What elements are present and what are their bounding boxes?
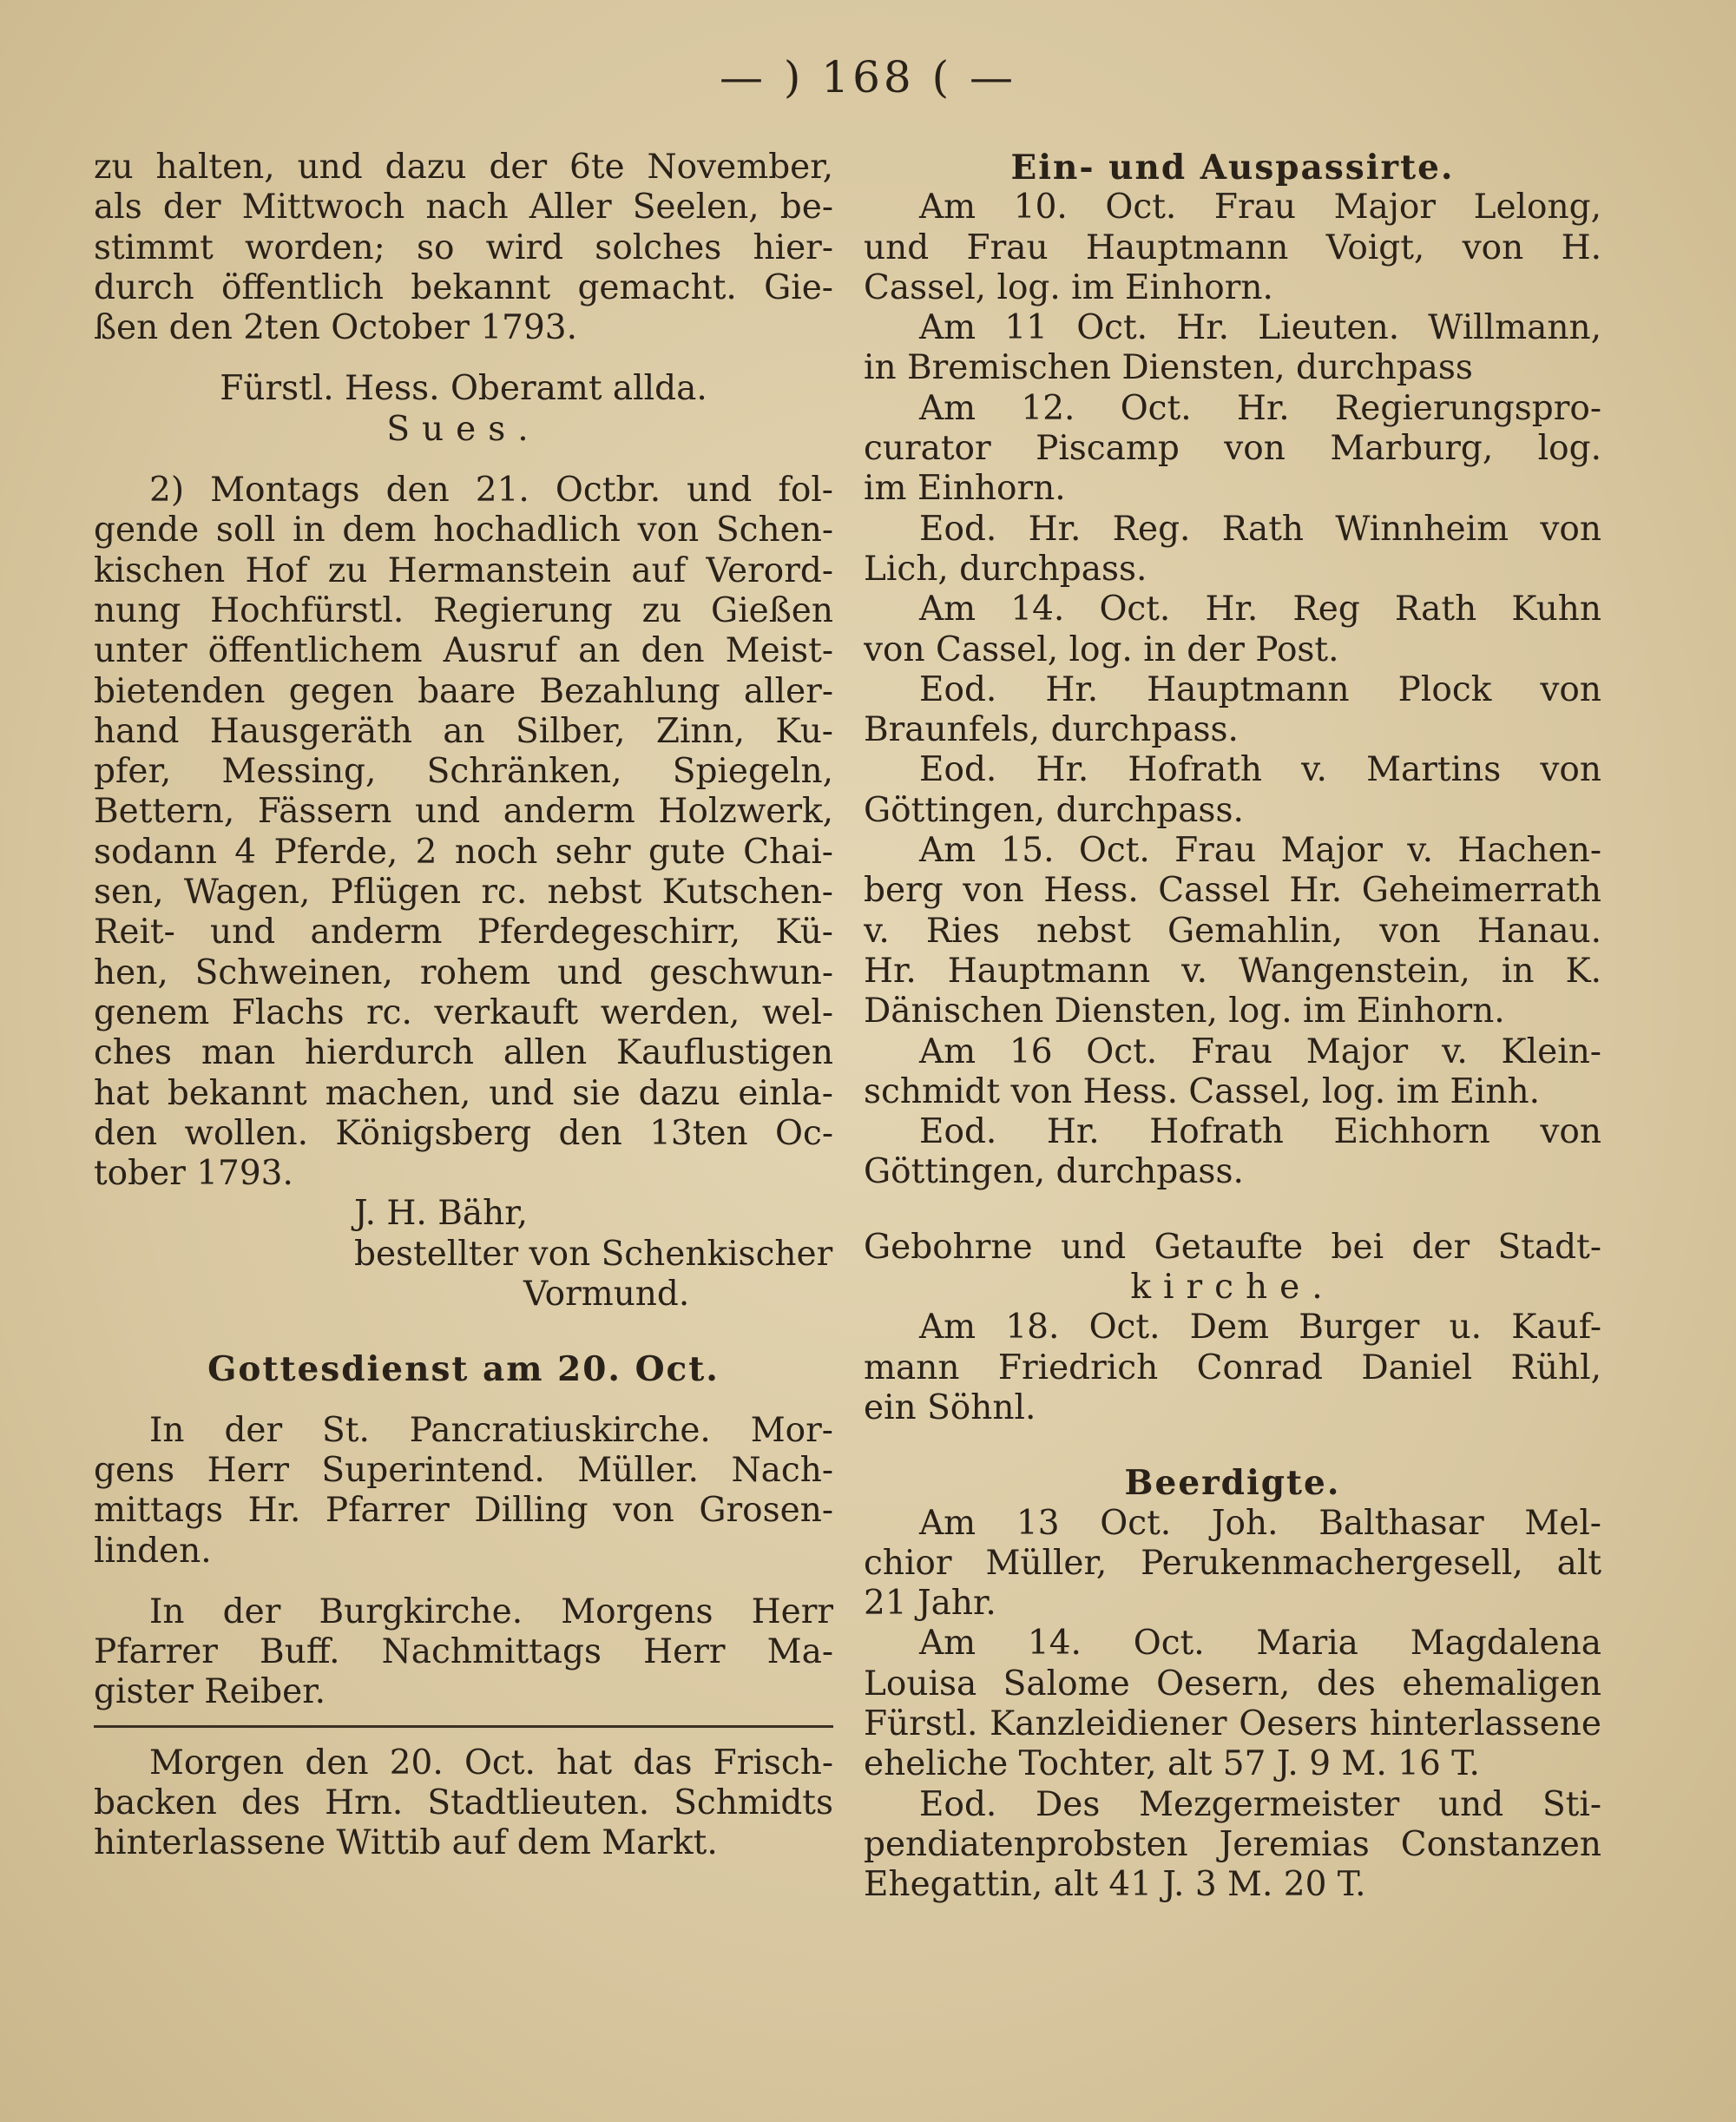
travellers-list [864,188,1601,1192]
text-line: Göttingen, durchpass. [864,790,1244,830]
text-line: Louisa Salome Oesern, des ehemaligen [864,1664,1601,1704]
text-line: pfer, Messing, Schränken, Spiegeln, [94,752,833,792]
text-line: sodann 4 Pferde, 2 noch sehr gute Chai- [94,832,833,872]
text-line: ßen den 2ten October 1793. [94,308,577,348]
signature-title: bestellter von Schenkischer [354,1234,833,1274]
text-line: v. Ries nebst Gemahlin, von Hanau. [864,911,1601,951]
text-line: mann Friedrich Conrad Daniel Rühl, [864,1348,1601,1387]
births-list [864,1308,1601,1428]
text-line: durch öffentlich bekannt gemacht. Gie- [94,267,833,307]
heading-gebohrne: Gebohrne und Getaufte bei der Stadt- [864,1227,1601,1267]
text-line: Reit- und anderm Pferdegeschirr, Kü- [94,913,833,952]
text-line: hat bekannt machen, und sie dazu einla- [94,1073,833,1113]
text-line: linden. [94,1531,212,1571]
text-line: curator Piscamp von Marburg, log. [864,429,1601,469]
text-line: zu halten, und dazu der 6te November, [94,148,833,187]
text-line: Eod. Hr. Hofrath v. Martins von [919,750,1601,790]
text-line: kischen Hof zu Hermanstein auf Verord- [94,550,833,590]
text-line: nung Hochfürstl. Regierung zu Gießen [94,590,833,630]
burials-list [864,1504,1601,1906]
heading-beerdigte: Beerdigte. [1124,1463,1341,1504]
text-line: chior Müller, Perukenmachergesell, alt [864,1543,1601,1583]
text-line: ches man hierdurch allen Kauflustigen [94,1033,833,1073]
text-line: 2) Montags den 21. Octbr. und fol- [149,471,833,511]
text-line: den wollen. Königsberg den 13ten Oc- [94,1113,833,1153]
text-line: Am 11 Oct. Hr. Lieuten. Willmann, [919,308,1601,348]
text-line: als der Mittwoch nach Aller Seelen, be- [94,188,833,227]
signature-name: J. H. Bähr, [354,1194,528,1234]
text-line: berg von Hess. Cassel Hr. Geheimerrath [864,871,1601,911]
heading-ein-auspassirte: Ein- und Auspassirte. [1010,148,1455,188]
text-line: unter öffentlichem Ausruf an den Meist- [94,631,833,671]
left-column [94,148,833,1864]
text-line: von Cassel, log. in der Post. [864,629,1339,669]
text-line: In der St. Pancratiuskirche. Mor- [149,1410,833,1450]
text-line: Am 12. Oct. Hr. Regierungspro- [919,388,1601,428]
text-line: gens Herr Superintend. Müller. Nach- [94,1450,833,1490]
notice-paragraph-5 [94,1743,833,1864]
text-line: gende soll in dem hochadlich von Schen- [94,511,833,550]
right-column [864,148,1601,1905]
text-line: 21 Jahr. [864,1584,996,1624]
notice-paragraph-1 [94,148,833,348]
text-line: Fürstl. Kanzleidiener Oesers hinterlassene [864,1704,1601,1743]
text-line: schmidt von Hess. Cassel, log. im Einh. [864,1071,1541,1111]
heading-kirche: kirche. [1130,1268,1335,1308]
text-line: Dänischen Diensten, log. im Einhorn. [864,992,1505,1031]
text-line: Eod. Hr. Hofrath Eichhorn von [919,1112,1601,1152]
text-line: genem Flachs rc. verkauft werden, wel- [94,992,833,1032]
text-line: Am 10. Oct. Frau Major Lelong, [919,188,1601,227]
text-line: mittags Hr. Pfarrer Dilling von Grosen- [94,1491,833,1531]
notice-paragraph-2 [94,471,833,1194]
signature-oberamt: Fürstl. Hess. Oberamt allda. [220,369,707,409]
text-line: hand Hausgeräth an Silber, Zinn, Ku- [94,711,833,751]
text-line: hen, Schweinen, rohem und geschwun- [94,952,833,992]
text-line: Am 14. Oct. Hr. Reg Rath Kuhn [919,590,1601,629]
divider-rule [94,1725,833,1728]
text-line: und Frau Hauptmann Voigt, von H. [864,227,1601,267]
text-line: ein Söhnl. [864,1387,1036,1427]
text-line: backen des Hrn. Stadtlieuten. Schmidts [94,1783,833,1822]
text-line: sen, Wagen, Pflügen rc. nebst Kutschen- [94,873,833,913]
text-line: eheliche Tochter, alt 57 J. 9 M. 16 T. [864,1744,1480,1784]
text-line: im Einhorn. [864,469,1066,509]
text-line: Morgen den 20. Oct. hat das Frisch- [149,1743,833,1783]
heading-sues: Sues. [386,409,541,449]
text-line: Am 18. Oct. Dem Burger u. Kauf- [919,1308,1601,1348]
text-line: Am 13 Oct. Joh. Balthasar Mel- [919,1503,1601,1543]
text-line: Am 15. Oct. Frau Major v. Hachen- [919,831,1601,871]
page-number: — ) 168 ( — [719,52,1017,102]
text-line: Pfarrer Buff. Nachmittags Herr Ma- [94,1632,833,1672]
text-line: Eod. Hr. Hauptmann Plock von [919,669,1601,709]
text-line: in Bremischen Diensten, durchpass [864,348,1473,388]
text-line: In der Burgkirche. Morgens Herr [149,1592,833,1631]
notice-paragraph-4 [94,1592,833,1713]
text-line: Lich, durchpass. [864,549,1147,589]
signature-title: Vormund. [523,1275,690,1315]
text-line: Am 16 Oct. Frau Major v. Klein- [919,1031,1601,1071]
text-line: pendiatenprobsten Jeremias Constanzen [864,1824,1601,1864]
heading-gottesdienst: Gottesdienst am 20. Oct. [207,1349,720,1390]
text-line: hinterlassene Wittib auf dem Markt. [94,1823,718,1863]
text-line: Bettern, Fässern und anderm Holzwerk, [94,792,833,832]
text-line: tober 1793. [94,1154,293,1194]
text-line: Eod. Des Mezgermeister und Sti- [919,1784,1601,1824]
notice-paragraph-3 [94,1411,833,1572]
text-line: stimmt worden; so wird solches hier- [94,227,833,267]
text-line: Am 14. Oct. Maria Magdalena [919,1624,1601,1664]
text-line: Braunfels, durchpass. [864,710,1239,750]
text-line: Ehegattin, alt 41 J. 3 M. 20 T. [864,1865,1366,1905]
text-line: Eod. Hr. Reg. Rath Winnheim von [919,509,1601,549]
text-line: Cassel, log. im Einhorn. [864,267,1273,307]
text-line: Hr. Hauptmann v. Wangenstein, in K. [864,951,1601,991]
text-line: bietenden gegen baare Bezahlung aller- [94,671,833,711]
text-line: gister Reiber. [94,1672,326,1712]
text-line: Göttingen, durchpass. [864,1152,1244,1192]
